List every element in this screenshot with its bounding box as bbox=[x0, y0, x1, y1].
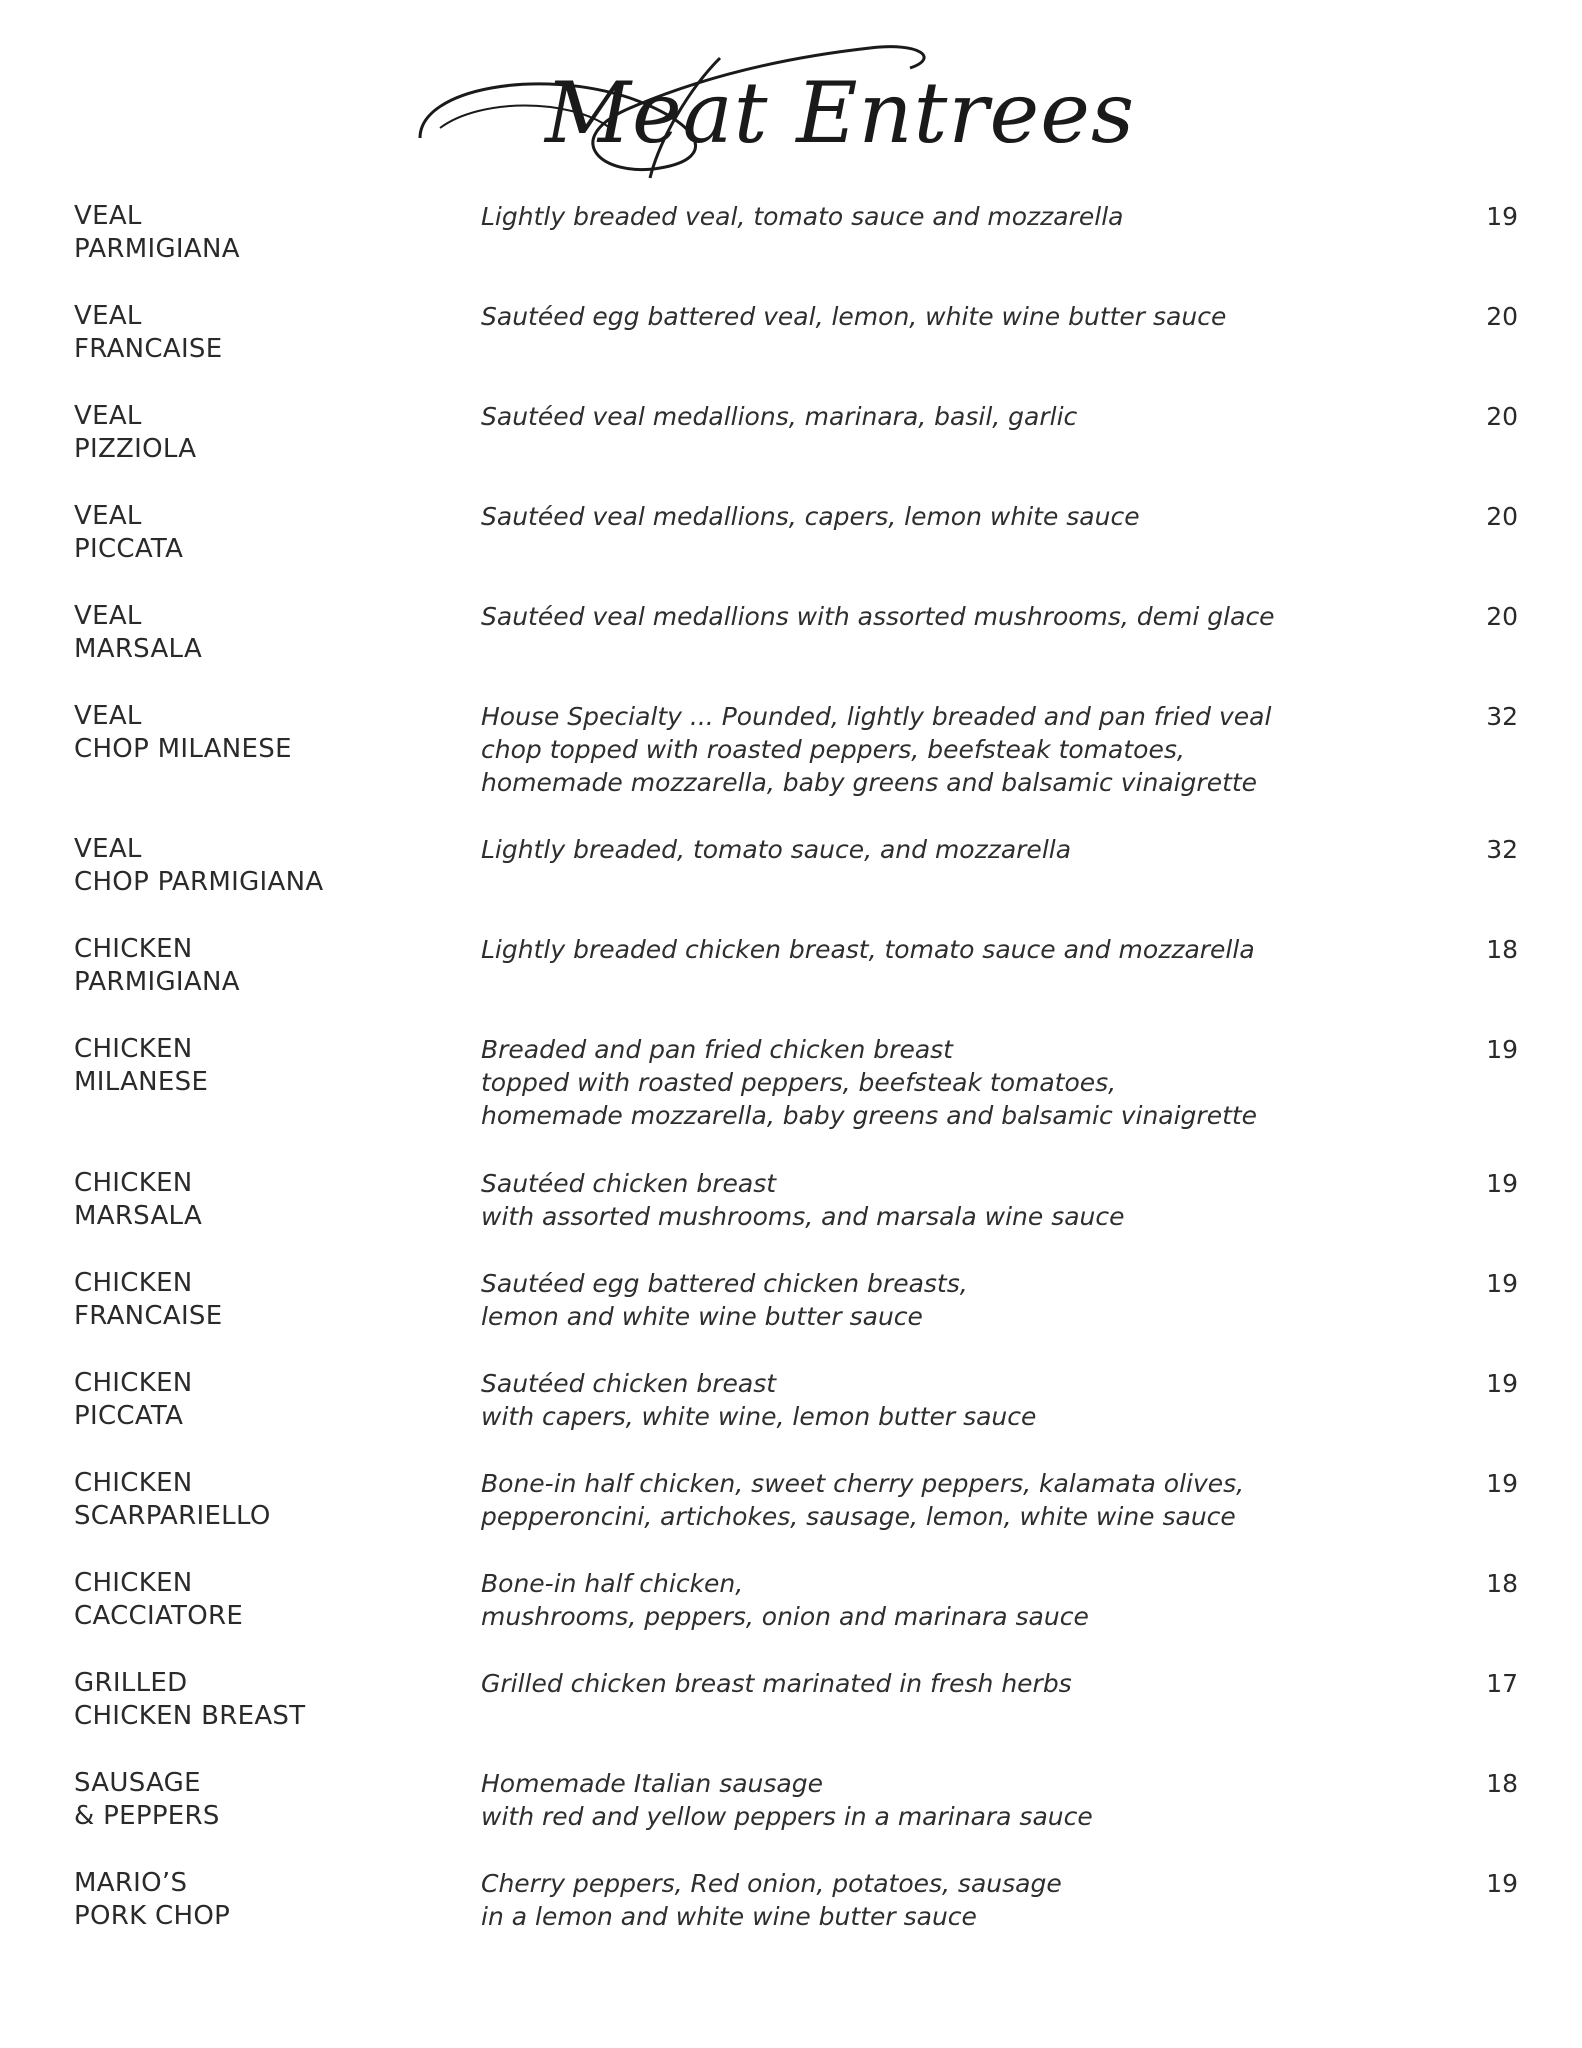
menu-item-description-line: Sautéed egg battered chicken breasts, bbox=[481, 1269, 968, 1298]
menu-item-description-line: Sautéed veal medallions, marinara, basil, garlic bbox=[481, 402, 1078, 431]
menu-item-description bbox=[481, 1567, 1401, 1633]
menu-item-price: 19 bbox=[1486, 1369, 1518, 1398]
menu-item-description-line: with capers, white wine, lemon butter sauce bbox=[481, 1402, 1037, 1431]
menu-item-description-line: topped with roasted peppers, beefsteak tomatoes, bbox=[481, 1068, 1117, 1097]
menu-item-price: 20 bbox=[1486, 302, 1518, 331]
menu-item-name-line: PICCATA bbox=[74, 1401, 184, 1431]
menu-item-description-line: Sautéed chicken breast bbox=[481, 1169, 777, 1198]
menu-item-description-line: House Specialty ... Pounded, lightly breaded and pan fried veal bbox=[481, 702, 1272, 731]
menu-item-description-line: Lightly breaded, tomato sauce, and mozzarella bbox=[481, 835, 1072, 864]
menu-item-name bbox=[74, 600, 454, 666]
menu-item-description-line: Sautéed chicken breast bbox=[481, 1369, 777, 1398]
menu-item-name bbox=[74, 200, 454, 266]
menu-item-price: 18 bbox=[1486, 935, 1518, 964]
menu-item-name bbox=[74, 300, 454, 366]
menu-item-description bbox=[481, 1033, 1401, 1132]
menu-item-description-line: Sautéed veal medallions with assorted mushrooms, demi glace bbox=[481, 602, 1275, 631]
menu-item-name-line: MARSALA bbox=[74, 634, 203, 664]
menu-item-description-line: Lightly breaded veal, tomato sauce and mozzarella bbox=[481, 202, 1124, 231]
menu-item-description-line: pepperoncini, artichokes, sausage, lemon, white wine sauce bbox=[481, 1502, 1236, 1531]
menu-item-description bbox=[481, 200, 1401, 233]
menu-item-name-line: CHICKEN bbox=[74, 1168, 193, 1198]
menu-item-name-line: PICCATA bbox=[74, 534, 184, 564]
menu-item-description bbox=[481, 1267, 1401, 1333]
menu-item-description-line: mushrooms, peppers, onion and marinara sauce bbox=[481, 1602, 1089, 1631]
menu-item-price: 19 bbox=[1486, 1869, 1518, 1898]
menu-item-price: 20 bbox=[1486, 402, 1518, 431]
menu-item-description-line: chop topped with roasted peppers, beefsteak tomatoes, bbox=[481, 735, 1185, 764]
menu-item-name-line: & PEPPERS bbox=[74, 1801, 220, 1831]
menu-item-name-line: PARMIGIANA bbox=[74, 967, 240, 997]
menu-item-name bbox=[74, 700, 454, 766]
menu-item-name-line: PIZZIOLA bbox=[74, 434, 197, 464]
menu-item-description bbox=[481, 1167, 1401, 1233]
menu-item-description-line: Bone-in half chicken, bbox=[481, 1569, 744, 1598]
menu-item-name bbox=[74, 400, 454, 466]
menu-item-name-line: CACCIATORE bbox=[74, 1601, 244, 1631]
page-title: Meat Entrees bbox=[544, 64, 1136, 162]
menu-item-name bbox=[74, 1667, 454, 1733]
menu-item-description bbox=[481, 1667, 1401, 1700]
menu-item-name bbox=[74, 1167, 454, 1233]
menu-item-name bbox=[74, 933, 454, 999]
menu-item-description-line: lemon and white wine butter sauce bbox=[481, 1302, 923, 1331]
menu-item-name-line: SCARPARIELLO bbox=[74, 1501, 271, 1531]
menu-item-description-line: homemade mozzarella, baby greens and balsamic vinaigrette bbox=[481, 768, 1258, 797]
menu-item-description-line: Bone-in half chicken, sweet cherry peppers, kalamata olives, bbox=[481, 1469, 1245, 1498]
menu-item-description-line: homemade mozzarella, baby greens and balsamic vinaigrette bbox=[481, 1101, 1258, 1130]
menu-item-description bbox=[481, 933, 1401, 966]
menu-item-description-line: in a lemon and white wine butter sauce bbox=[481, 1902, 977, 1931]
menu-item-description-line: with assorted mushrooms, and marsala wine sauce bbox=[481, 1202, 1125, 1231]
menu-item-price: 20 bbox=[1486, 502, 1518, 531]
menu-item-price: 32 bbox=[1486, 702, 1518, 731]
menu-item-price: 18 bbox=[1486, 1769, 1518, 1798]
menu-item-description bbox=[481, 1467, 1401, 1533]
menu-item-description-line: Grilled chicken breast marinated in fresh herbs bbox=[481, 1669, 1072, 1698]
menu-item-name-line: MARIO’S bbox=[74, 1868, 188, 1898]
menu-item-price: 20 bbox=[1486, 602, 1518, 631]
menu-item-description bbox=[481, 700, 1401, 799]
menu-item-name-line: CHOP MILANESE bbox=[74, 734, 292, 764]
menu-item-name-line: VEAL bbox=[74, 501, 142, 531]
menu-item-description bbox=[481, 1767, 1401, 1833]
menu-item-name bbox=[74, 1467, 454, 1533]
menu-item-description bbox=[481, 500, 1401, 533]
menu-item-description-line: Cherry peppers, Red onion, potatoes, sausage bbox=[481, 1869, 1062, 1898]
menu-item-name-line: MILANESE bbox=[74, 1067, 209, 1097]
menu-item-name-line: CHICKEN bbox=[74, 1034, 193, 1064]
menu-item-name-line: GRILLED bbox=[74, 1668, 188, 1698]
menu-item-price: 32 bbox=[1486, 835, 1518, 864]
menu-item-description-line: with red and yellow peppers in a marinara sauce bbox=[481, 1802, 1093, 1831]
menu-item-name-line: CHICKEN bbox=[74, 1468, 193, 1498]
menu-item-name-line: PARMIGIANA bbox=[74, 234, 240, 264]
menu-item-description bbox=[481, 400, 1401, 433]
menu-item-description-line: Lightly breaded chicken breast, tomato sauce and mozzarella bbox=[481, 935, 1255, 964]
menu-item-description-line: Sautéed egg battered veal, lemon, white wine butter sauce bbox=[481, 302, 1227, 331]
menu-item-name bbox=[74, 1767, 454, 1833]
menu-item-description bbox=[481, 1367, 1401, 1433]
menu-item-description bbox=[481, 300, 1401, 333]
menu-item-description bbox=[481, 833, 1401, 866]
menu-item-price: 19 bbox=[1486, 1169, 1518, 1198]
menu-item-price: 19 bbox=[1486, 1035, 1518, 1064]
menu-item-price: 19 bbox=[1486, 202, 1518, 231]
menu-item-name-line: MARSALA bbox=[74, 1201, 203, 1231]
menu-item-description bbox=[481, 600, 1401, 633]
menu-item-name bbox=[74, 1367, 454, 1433]
menu-item-price: 17 bbox=[1486, 1669, 1518, 1698]
menu-item-name-line: VEAL bbox=[74, 834, 142, 864]
menu-item-name bbox=[74, 500, 454, 566]
menu-item-name-line: VEAL bbox=[74, 701, 142, 731]
menu-item-name-line: VEAL bbox=[74, 401, 142, 431]
menu-item-name bbox=[74, 1867, 454, 1933]
menu-item-name bbox=[74, 833, 454, 899]
menu-item-name-line: CHICKEN bbox=[74, 1368, 193, 1398]
menu-item-name-line: CHICKEN bbox=[74, 1268, 193, 1298]
menu-item-price: 18 bbox=[1486, 1569, 1518, 1598]
menu-item-description bbox=[481, 1867, 1401, 1933]
menu-item-name-line: CHICKEN bbox=[74, 934, 193, 964]
menu-item-name-line: FRANCAISE bbox=[74, 1301, 223, 1331]
menu-item-name bbox=[74, 1267, 454, 1333]
menu-item-description-line: Breaded and pan fried chicken breast bbox=[481, 1035, 953, 1064]
menu-item-name-line: VEAL bbox=[74, 601, 142, 631]
menu-item-price: 19 bbox=[1486, 1469, 1518, 1498]
menu-item-name bbox=[74, 1033, 454, 1099]
menu-item-name-line: VEAL bbox=[74, 301, 142, 331]
menu-item-description-line: Homemade Italian sausage bbox=[481, 1769, 823, 1798]
menu-title-block bbox=[400, 28, 1220, 198]
menu-item-name bbox=[74, 1567, 454, 1633]
menu-item-name-line: CHICKEN BREAST bbox=[74, 1701, 306, 1731]
menu-item-description-line: Sautéed veal medallions, capers, lemon white sauce bbox=[481, 502, 1140, 531]
menu-item-name-line: CHICKEN bbox=[74, 1568, 193, 1598]
menu-item-price: 19 bbox=[1486, 1269, 1518, 1298]
menu-item-name-line: CHOP PARMIGIANA bbox=[74, 867, 324, 897]
menu-item-name-line: PORK CHOP bbox=[74, 1901, 231, 1931]
menu-item-name-line: SAUSAGE bbox=[74, 1768, 201, 1798]
menu-item-name-line: VEAL bbox=[74, 201, 142, 231]
menu-item-name-line: FRANCAISE bbox=[74, 334, 223, 364]
